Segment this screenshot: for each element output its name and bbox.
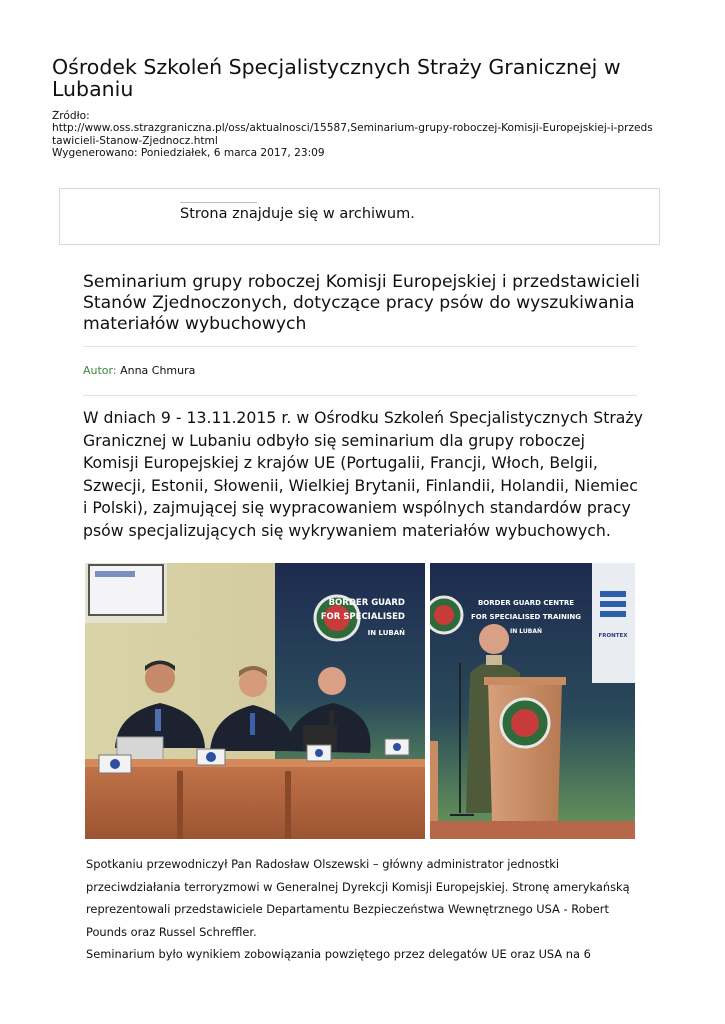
author-line [83, 364, 195, 377]
title-divider [83, 346, 637, 347]
source-label: Źródło: [52, 110, 90, 122]
archive-notice: Strona znajduje się w archiwum. [180, 206, 415, 222]
left-banner-line1: BORDER GUARD [328, 598, 405, 608]
generated-date: Wygenerowano: Poniedziałek, 6 marca 2017, 23:09 [52, 147, 325, 160]
archive-notice-box [59, 188, 660, 245]
article-body [86, 853, 646, 966]
source-meta [52, 110, 692, 160]
source-url-line1[interactable]: http://www.oss.strazgraniczna.pl/oss/aktualnosci/15587,Seminarium-grupy-roboczej-Komisji-Europejskiej-i-przeds [52, 122, 653, 135]
archive-divider [180, 202, 257, 203]
author-label: Autor: [83, 364, 117, 377]
right-banner-line2: FOR SPECIALISED TRAINING [470, 613, 582, 621]
photo-seminar-panel [85, 563, 425, 839]
author-divider [83, 395, 637, 396]
right-banner-line3: IN LUBAŃ [509, 628, 543, 635]
body-paragraph-1: Spotkaniu przewodniczył Pan Radosław Olszewski – główny administrator jednostki przeciwdziałania terroryzmowi w Generalnej Dyrekcji Komisji Europejskiej. Stronę amerykańską reprezentowali przedstawiciele Departamentu Bezpieczeństwa Wewnętrznego USA - Robert Pounds oraz Russel Schreffler. [86, 857, 630, 939]
site-title: Ośrodek Szkoleń Specjalistycznych Straży Granicznej w Lubaniu [52, 55, 621, 101]
body-paragraph-2: Seminarium było wynikiem zobowiązania powziętego przez delegatów UE oraz USA na 6 [86, 947, 591, 962]
left-banner-line2: FOR SPECIALISED [320, 612, 405, 622]
left-banner-line3: IN LUBAŃ [367, 629, 405, 637]
article-lead: W dniach 9 - 13.11.2015 r. w Ośrodku Szkoleń Specjalistycznych Straży Granicznej w Lubaniu odbyło się seminarium dla grupy roboczej Komisji Europejskiej z krajów UE (Portugalii, Francji, Włoch, Belgii, Szwecji, Estonii, Słowenii, Wielkiej Brytanii, Finlandii, Holandii, Niemiec i Polski), zajmującej się wypracowaniem wspólnych standardów pracy psów specjalizujących się wykrywaniem materiałów wybuchowych. [83, 408, 643, 540]
author-name: Anna Chmura [120, 364, 196, 377]
article-title: Seminarium grupy roboczej Komisji Europejskiej i przedstawicieli Stanów Zjednoczonych, dotyczące pracy psów do wyszukiwania materiałów wybuchowych [83, 272, 640, 334]
right-banner-line1: BORDER GUARD CENTRE [477, 599, 575, 607]
frontex-label: FRONTEX [598, 633, 628, 639]
photo-speaker-lectern [430, 563, 635, 839]
source-url-line2[interactable]: tawicieli-Stanow-Zjednocz.html [52, 134, 218, 147]
